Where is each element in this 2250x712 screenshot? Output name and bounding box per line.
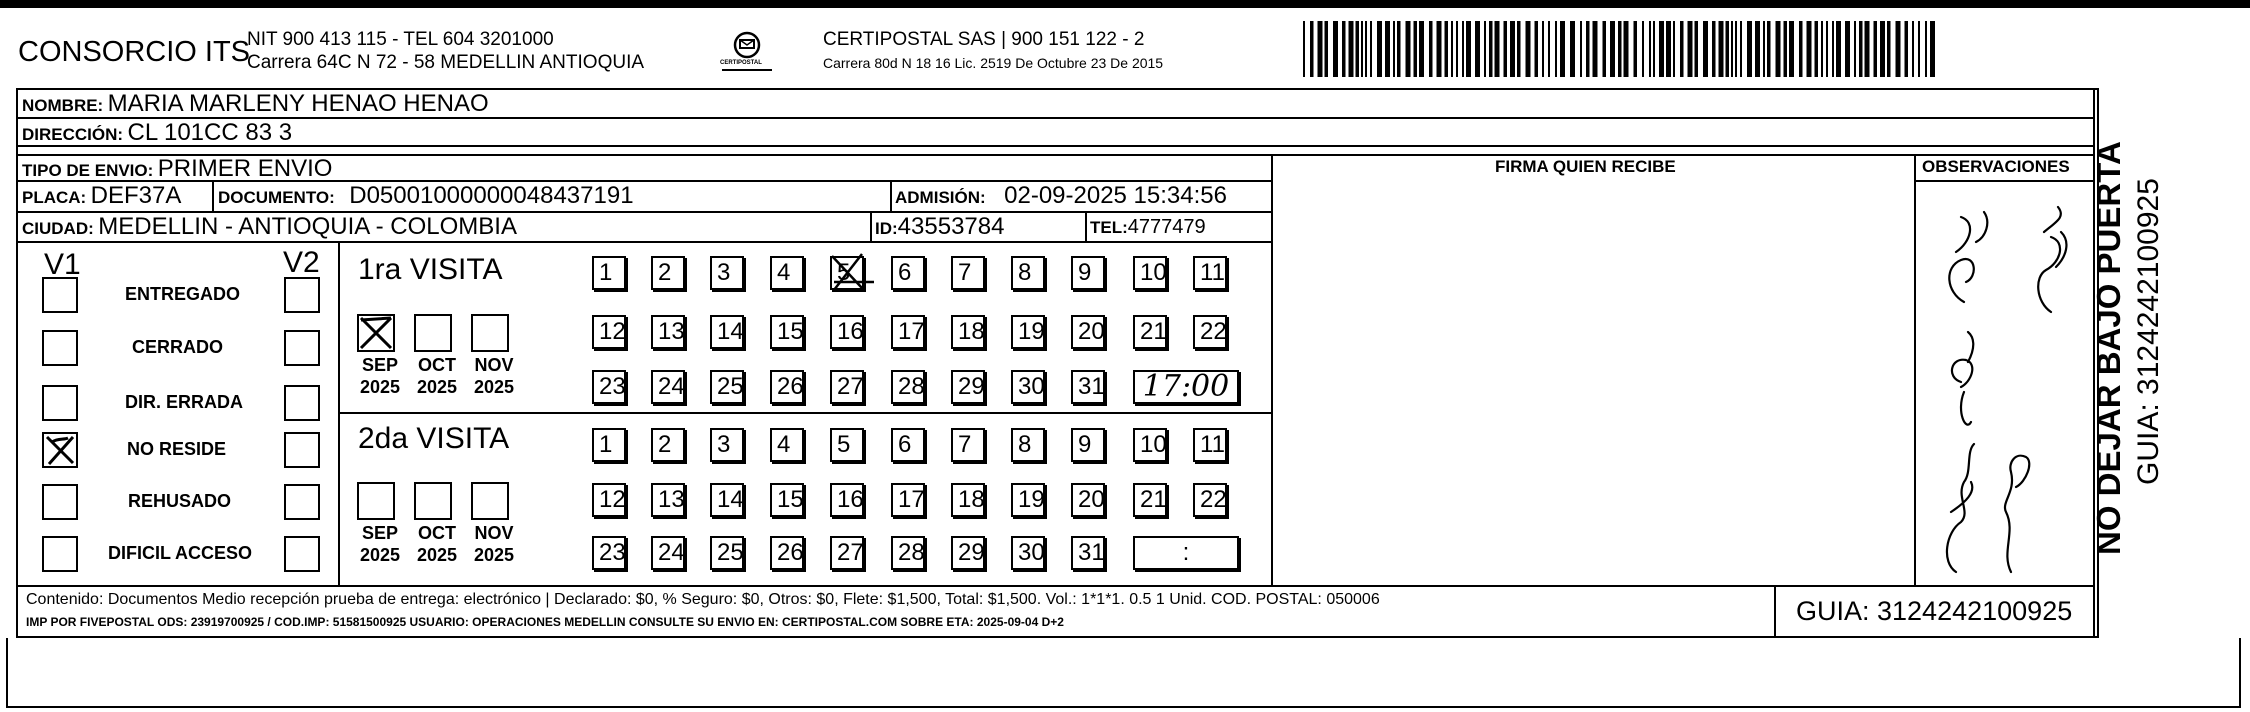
barcode-bar: [1370, 21, 1372, 77]
row-line: [16, 585, 2093, 587]
day-box[interactable]: 31: [1071, 536, 1105, 570]
barcode-bar: [1912, 21, 1914, 77]
time-box[interactable]: [1133, 536, 1239, 570]
day-box[interactable]: 5: [830, 256, 864, 290]
day-box[interactable]: 10: [1133, 428, 1167, 462]
day-box[interactable]: 6: [891, 256, 925, 290]
barcode-bar: [1767, 21, 1771, 77]
day-box[interactable]: 17: [891, 315, 925, 349]
v1-checkbox[interactable]: [42, 432, 78, 468]
day-box[interactable]: 26: [770, 536, 804, 570]
barcode-bar: [1680, 21, 1684, 77]
barcode-bar: [1673, 21, 1675, 77]
status-label: DIR. ERRADA: [125, 392, 244, 412]
day-box[interactable]: 7: [951, 256, 985, 290]
day-box[interactable]: 19: [1011, 483, 1045, 517]
barcode-bar: [1789, 21, 1794, 77]
row-line: [16, 117, 2093, 119]
day-box[interactable]: 8: [1011, 256, 1045, 290]
barcode-bar: [1555, 21, 1557, 77]
direccion-value: CL 101CC 83 3: [127, 119, 293, 146]
visit-divider: [338, 412, 1271, 414]
barcode-bar: [1712, 21, 1716, 77]
barcode-bar: [1695, 21, 1699, 77]
bottom-strip: [6, 638, 2241, 708]
barcode-bar: [1333, 21, 1338, 77]
barcode-bar: [1342, 21, 1346, 77]
barcode-bar: [1325, 21, 1329, 77]
barcode-bar: [1905, 21, 1909, 77]
barcode-bar: [1489, 21, 1493, 77]
footer-line1: Contenido: Documentos Medio recepción prueba de entrega: electrónico | Declarado: $0, % Seguro: $0, Otros: $0, Flete: $1,500, Total: $1,500. Vol.: 1*1*1. 0.5 1 Unid. COD. POSTAL: 050006: [26, 591, 1380, 608]
barcode-bar: [1688, 21, 1693, 77]
direccion-label: DIRECCIÓN:: [22, 125, 124, 144]
barcode-bar: [1451, 21, 1453, 77]
v2-checkbox[interactable]: [284, 277, 320, 313]
check-x-icon: [359, 316, 393, 350]
barcode-bar: [1397, 21, 1401, 77]
day-box[interactable]: 4: [770, 428, 804, 462]
month-checkbox[interactable]: [414, 482, 452, 520]
side-warning: NO DEJAR BAJO PUERTA: [2090, 141, 2127, 555]
barcode-bar: [1475, 21, 1480, 77]
day-box[interactable]: 9: [1071, 428, 1105, 462]
status-label: CERRADO: [132, 337, 224, 357]
admision-row: [895, 184, 1227, 208]
status-label: ENTREGADO: [125, 284, 241, 304]
v2-checkbox[interactable]: [284, 385, 320, 421]
day-box[interactable]: 11: [1193, 428, 1227, 462]
day-box[interactable]: 18: [951, 315, 985, 349]
handwritten-observations: [1916, 182, 2092, 584]
day-box[interactable]: 6: [891, 428, 925, 462]
month-label: SEP 2025: [359, 523, 401, 565]
day-box[interactable]: 26: [770, 370, 804, 404]
day-box[interactable]: 22: [1193, 483, 1227, 517]
barcode-bar: [1310, 21, 1314, 77]
barcode-bar: [1586, 21, 1590, 77]
month-checkbox[interactable]: [471, 314, 509, 352]
tel-label: TEL:: [1090, 218, 1128, 237]
barcode-bar: [1510, 21, 1515, 77]
day-box[interactable]: 24: [651, 370, 685, 404]
barcode-bar: [1377, 21, 1382, 77]
barcode-bar: [1560, 21, 1565, 77]
placa-label: PLACA:: [22, 188, 87, 207]
time-value: 17:00: [1142, 369, 1230, 404]
v2-header: V2: [283, 246, 320, 279]
v1-checkbox[interactable]: [42, 330, 78, 366]
day-box[interactable]: 12: [592, 483, 626, 517]
day-box[interactable]: 16: [830, 315, 864, 349]
v1-checkbox[interactable]: [42, 484, 78, 520]
v2-checkbox[interactable]: [284, 432, 320, 468]
day-box[interactable]: 2: [651, 428, 685, 462]
day-box[interactable]: 24: [651, 536, 685, 570]
logo-text: CERTIPOSTAL: [720, 60, 762, 66]
barcode-bar: [1659, 21, 1664, 77]
documento-row: [218, 184, 634, 208]
day-box[interactable]: 15: [770, 483, 804, 517]
barcode-bar: [1349, 21, 1354, 77]
day-box[interactable]: 5: [830, 428, 864, 462]
barcode-bar: [1874, 21, 1878, 77]
day-box[interactable]: 20: [1071, 315, 1105, 349]
day-box[interactable]: 16: [830, 483, 864, 517]
signature-header: FIRMA QUIEN RECIBE: [1495, 157, 1676, 176]
day-box[interactable]: 15: [770, 315, 804, 349]
barcode-bar: [1618, 21, 1622, 77]
barcode-bar: [1406, 21, 1411, 77]
barcode-bar: [1642, 21, 1644, 77]
col-line: [870, 211, 872, 241]
day-box[interactable]: 30: [1011, 370, 1045, 404]
status-label: NO RESIDE: [127, 439, 227, 459]
barcode-bar: [1763, 21, 1765, 77]
month-checkbox[interactable]: [357, 482, 395, 520]
barcode-bar: [1548, 21, 1550, 77]
v2-checkbox[interactable]: [284, 330, 320, 366]
barcode-bar: [1755, 21, 1760, 77]
tipo-label: TIPO DE ENVIO:: [22, 161, 154, 180]
barcode-bar: [1393, 21, 1395, 77]
barcode-bar: [1570, 21, 1575, 77]
day-box[interactable]: 2: [651, 256, 685, 290]
time-box[interactable]: [1133, 370, 1239, 404]
day-box[interactable]: 21: [1133, 483, 1167, 517]
visit-title: 2da VISITA: [358, 422, 510, 455]
admision-value: 02-09-2025 15:34:56: [1004, 182, 1227, 209]
day-box[interactable]: 25: [710, 370, 744, 404]
barcode-bar: [1580, 21, 1582, 77]
v1-checkbox[interactable]: [42, 385, 78, 421]
nombre-row: [22, 92, 489, 116]
v1-checkbox[interactable]: [42, 277, 78, 313]
barcode-bar: [1356, 21, 1360, 77]
barcode-bar: [1799, 21, 1803, 77]
barcode-bar: [1836, 21, 1841, 77]
month-checkbox[interactable]: [414, 314, 452, 352]
ciudad-row: [22, 215, 517, 239]
footer-guia: GUIA: 3124242100925: [1796, 596, 2073, 626]
day-box[interactable]: 30: [1011, 536, 1045, 570]
documento-label: DOCUMENTO:: [218, 188, 335, 207]
day-box[interactable]: 3: [710, 428, 744, 462]
month-label: OCT 2025: [416, 355, 458, 397]
id-label: ID:: [875, 219, 898, 238]
barcode-bar: [1526, 21, 1531, 77]
barcode-bar: [1854, 21, 1856, 77]
day-box[interactable]: 10: [1133, 256, 1167, 290]
barcode-bar: [1303, 21, 1305, 77]
carrier-line2: Carrera 80d N 18 16 Lic. 2519 De Octubre 23 De 2015: [823, 55, 1164, 71]
col-line: [212, 180, 214, 211]
barcode-bar: [1610, 21, 1615, 77]
month-checkbox[interactable]: [357, 314, 395, 352]
barcode-bar: [1495, 21, 1500, 77]
barcode-bar: [1807, 21, 1812, 77]
id-row: [875, 215, 1004, 239]
day-box[interactable]: 27: [830, 536, 864, 570]
nombre-label: NOMBRE:: [22, 96, 104, 115]
barcode-bar: [1832, 21, 1834, 77]
placa-value: DEF37A: [90, 182, 182, 209]
day-box[interactable]: 22: [1193, 315, 1227, 349]
day-box[interactable]: 20: [1071, 483, 1105, 517]
col-line: [1085, 211, 1087, 241]
placa-row: [22, 184, 181, 208]
day-box[interactable]: 29: [951, 536, 985, 570]
barcode-bar: [1593, 21, 1598, 77]
observations-area[interactable]: [1916, 182, 2092, 584]
day-box[interactable]: 31: [1071, 370, 1105, 404]
col-line: [1774, 585, 1776, 638]
top-border: [0, 0, 2250, 8]
day-box[interactable]: 18: [951, 483, 985, 517]
v1-header: V1: [44, 248, 81, 281]
company-line2: Carrera 64C N 72 - 58 MEDELLIN ANTIOQUIA: [247, 52, 645, 73]
footer-line2: IMP POR FIVEPOSTAL ODS: 23919700925 / COD.IMP: 51581500925 USUARIO: OPERACIONES MEDELLIN CONSULTE SU ENVIO EN: CERTIPOSTAL.COM SOBRE ETA: 2025-09-04 D+2: [26, 615, 1064, 629]
day-box[interactable]: 29: [951, 370, 985, 404]
barcode-bar: [1361, 21, 1363, 77]
admision-label: ADMISIÓN:: [895, 188, 986, 207]
barcode-bar: [1826, 21, 1828, 77]
status-label: REHUSADO: [128, 491, 232, 511]
company-line1: NIT 900 413 115 - TEL 604 3201000: [247, 29, 554, 50]
side-guia: GUIA: 3124242100925: [2132, 178, 2165, 485]
day-box[interactable]: 28: [891, 536, 925, 570]
barcode-bar: [1624, 21, 1629, 77]
barcode-bar: [1726, 21, 1730, 77]
month-label: OCT 2025: [416, 523, 458, 565]
day-box[interactable]: 1: [592, 428, 626, 462]
barcode-bar: [1666, 21, 1671, 77]
barcode-bar: [1484, 21, 1486, 77]
col-line: [890, 180, 892, 211]
barcode-bar: [1649, 21, 1651, 77]
barcode-bar: [1419, 21, 1424, 77]
barcode-bar: [1925, 21, 1927, 77]
barcode-bar: [1542, 21, 1544, 77]
company-name: CONSORCIO ITS: [18, 36, 251, 68]
v2-checkbox[interactable]: [284, 536, 320, 572]
row-line: [16, 145, 2093, 147]
id-value: 43553784: [897, 213, 1005, 240]
barcode-bar: [1815, 21, 1819, 77]
visit-title: 1ra VISITA: [358, 253, 503, 286]
barcode-bar: [1365, 21, 1367, 77]
day-box[interactable]: 23: [592, 370, 626, 404]
barcode-bar: [1887, 21, 1891, 77]
ciudad-value: MEDELLIN - ANTIOQUIA - COLOMBIA: [98, 213, 517, 240]
barcode-bar: [1535, 21, 1539, 77]
barcode-bar: [1429, 21, 1433, 77]
day-box[interactable]: 25: [710, 536, 744, 570]
time-value: :: [1182, 539, 1190, 566]
day-box[interactable]: 13: [651, 483, 685, 517]
barcode-bar: [1719, 21, 1724, 77]
month-label: NOV 2025: [473, 523, 515, 565]
tipo-row: [22, 157, 332, 181]
day-box[interactable]: 11: [1193, 256, 1227, 290]
barcode-bar: [1437, 21, 1442, 77]
check-x-icon: [828, 252, 880, 296]
barcode-bar: [1445, 21, 1449, 77]
signature-area[interactable]: [1273, 182, 1913, 584]
day-box[interactable]: 9: [1071, 256, 1105, 290]
barcode-bar: [1865, 21, 1870, 77]
day-box[interactable]: 28: [891, 370, 925, 404]
check-x-icon: [44, 434, 76, 466]
day-box[interactable]: 14: [710, 483, 744, 517]
barcode-bar: [1930, 21, 1935, 77]
barcode-bar: [1466, 21, 1471, 77]
row-line: [16, 241, 1271, 243]
barcode-bar: [1634, 21, 1638, 77]
barcode-bar: [1747, 21, 1752, 77]
month-label: NOV 2025: [473, 355, 515, 397]
barcode-bar: [1740, 21, 1742, 77]
barcode-bar: [1880, 21, 1885, 77]
day-box[interactable]: 17: [891, 483, 925, 517]
barcode-bar: [1776, 21, 1781, 77]
barcode-bar: [1414, 21, 1418, 77]
barcode-bar: [1821, 21, 1823, 77]
nombre-value: MARIA MARLENY HENAO HENAO: [107, 90, 489, 117]
day-box[interactable]: 21: [1133, 315, 1167, 349]
barcode-bar: [1896, 21, 1901, 77]
direccion-row: [22, 121, 292, 145]
tipo-value: PRIMER ENVIO: [157, 155, 333, 182]
v2-checkbox[interactable]: [284, 484, 320, 520]
tel-row: [1090, 217, 1206, 237]
observations-header: OBSERVACIONES: [1922, 157, 2070, 176]
barcode-bar: [1456, 21, 1458, 77]
barcode-bar: [1731, 21, 1733, 77]
day-box[interactable]: 4: [770, 256, 804, 290]
day-box[interactable]: 1: [592, 256, 626, 290]
barcode-bar: [1703, 21, 1708, 77]
barcode-bar: [1735, 21, 1737, 77]
day-box[interactable]: 7: [951, 428, 985, 462]
barcode-bar: [1603, 21, 1607, 77]
day-box[interactable]: 12: [592, 315, 626, 349]
barcode-bar: [1859, 21, 1863, 77]
day-box[interactable]: 14: [710, 315, 744, 349]
day-box[interactable]: 23: [592, 536, 626, 570]
barcode-bar: [1845, 21, 1850, 77]
day-box[interactable]: 13: [651, 315, 685, 349]
v1-checkbox[interactable]: [42, 536, 78, 572]
month-label: SEP 2025: [359, 355, 401, 397]
barcode-bar: [1504, 21, 1508, 77]
carrier-line1: CERTIPOSTAL SAS | 900 151 122 - 2: [823, 29, 1145, 50]
day-box[interactable]: 19: [1011, 315, 1045, 349]
month-checkbox[interactable]: [471, 482, 509, 520]
barcode-bar: [1385, 21, 1390, 77]
barcode-bar: [1918, 21, 1920, 77]
barcode-bar: [1318, 21, 1323, 77]
barcode-bar: [1784, 21, 1788, 77]
barcode: [1303, 21, 1938, 77]
barcode-bar: [1462, 21, 1464, 77]
day-box[interactable]: 8: [1011, 428, 1045, 462]
certipostal-logo: [712, 30, 782, 74]
day-box[interactable]: 3: [710, 256, 744, 290]
ciudad-label: CIUDAD:: [22, 219, 94, 238]
status-label: DIFICIL ACCESO: [108, 543, 253, 563]
tel-value: 4777479: [1127, 216, 1206, 238]
barcode-bar: [1653, 21, 1655, 77]
barcode-bar: [1517, 21, 1521, 77]
day-box[interactable]: 27: [830, 370, 864, 404]
documento-value: D05001000000048437191: [349, 182, 634, 209]
